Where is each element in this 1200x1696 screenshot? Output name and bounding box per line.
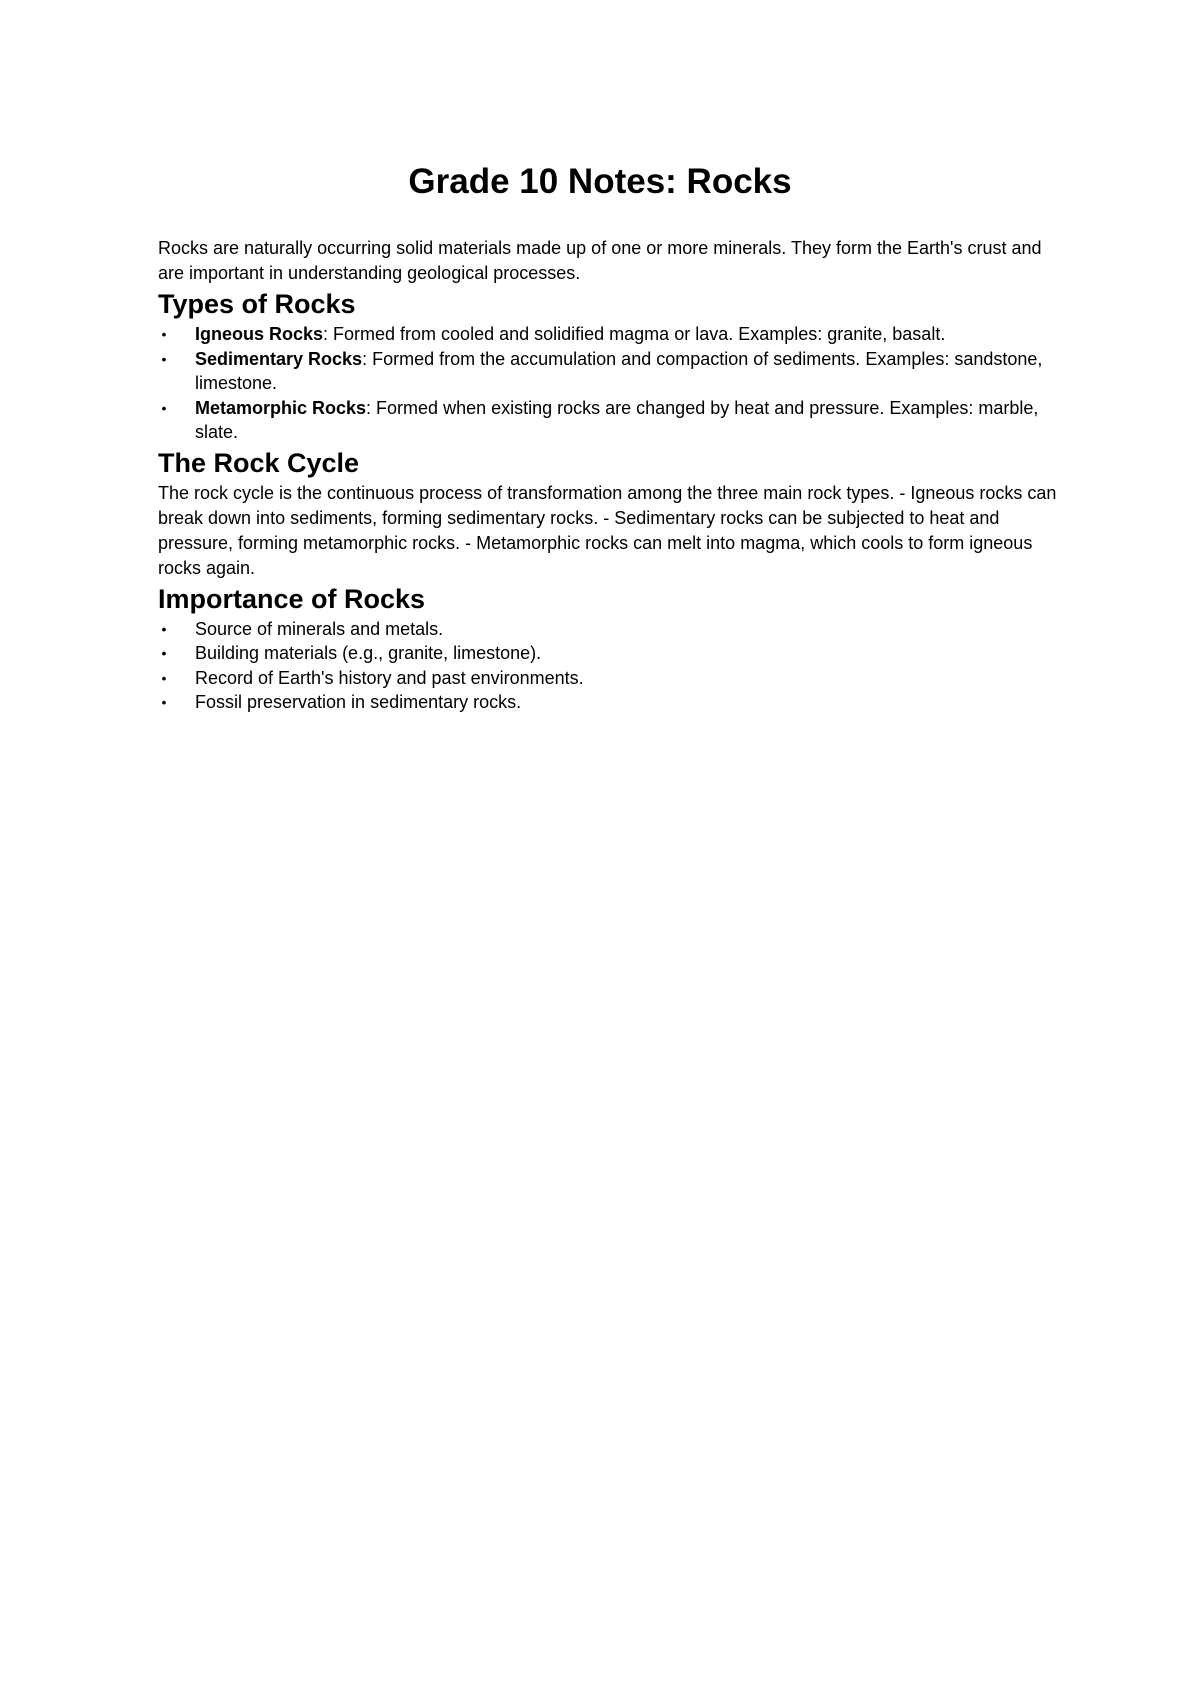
importance-of-rocks-list [158,617,1058,715]
importance-item-text: Record of Earth's history and past environments. [195,667,584,688]
list-item [158,641,1058,666]
bullet-icon: • [161,620,167,637]
bullet-icon: • [161,645,167,661]
importance-item-text: Building materials (e.g., granite, limestone). [195,643,542,663]
sedimentary-rocks-term: Sedimentary Rocks [195,348,363,369]
bullet-icon: • [161,326,167,342]
bullet-icon: • [161,694,167,710]
metamorphic-rocks-term: Metamorphic Rocks [195,397,367,418]
rock-cycle-heading: The Rock Cycle [158,447,360,478]
list-item [158,396,1058,445]
igneous-rocks-term: Igneous Rocks [195,324,324,344]
document-title: Grade 10 Notes: Rocks [408,162,792,201]
igneous-rocks-description: : Formed from cooled and solidified magma or lava. Examples: granite, basalt. [323,324,946,344]
document-body [158,236,1058,715]
sedimentary-rocks-description: : Formed from the accumulation and compaction of sediments. Examples: sandstone, limestone. [195,348,1043,393]
metamorphic-rocks-description: : Formed when existing rocks are changed by heat and pressure. Examples: marble, slate. [195,397,1039,442]
bullet-icon: • [161,399,167,416]
importance-item-text: Source of minerals and metals. [195,618,444,639]
list-item [158,666,1058,691]
importance-item-text: Fossil preservation in sedimentary rocks. [195,692,522,712]
importance-of-rocks-heading: Importance of Rocks [158,583,426,614]
bullet-icon: • [161,350,167,367]
types-of-rocks-heading: Types of Rocks [158,289,356,319]
intro-paragraph: Rocks are naturally occurring solid materials made up of one or more minerals. They form the Earth's crust and are important in understanding geological processes. [158,238,1042,283]
list-item [158,617,1058,642]
bullet-icon: • [161,669,167,686]
rock-cycle-paragraph: The rock cycle is the continuous process of transformation among the three main rock types. - Igneous rocks can break down into sediments, forming sedimentary rocks. - Sedimentary rocks can be subjected to heat and pressure, forming metamorphic rocks. - Metamorphic rocks can melt into magma, which cools to form igneous rocks again. [158,482,1057,578]
list-item [158,690,1058,715]
list-item [158,322,1058,347]
types-of-rocks-list [158,322,1058,445]
list-item [158,347,1058,396]
